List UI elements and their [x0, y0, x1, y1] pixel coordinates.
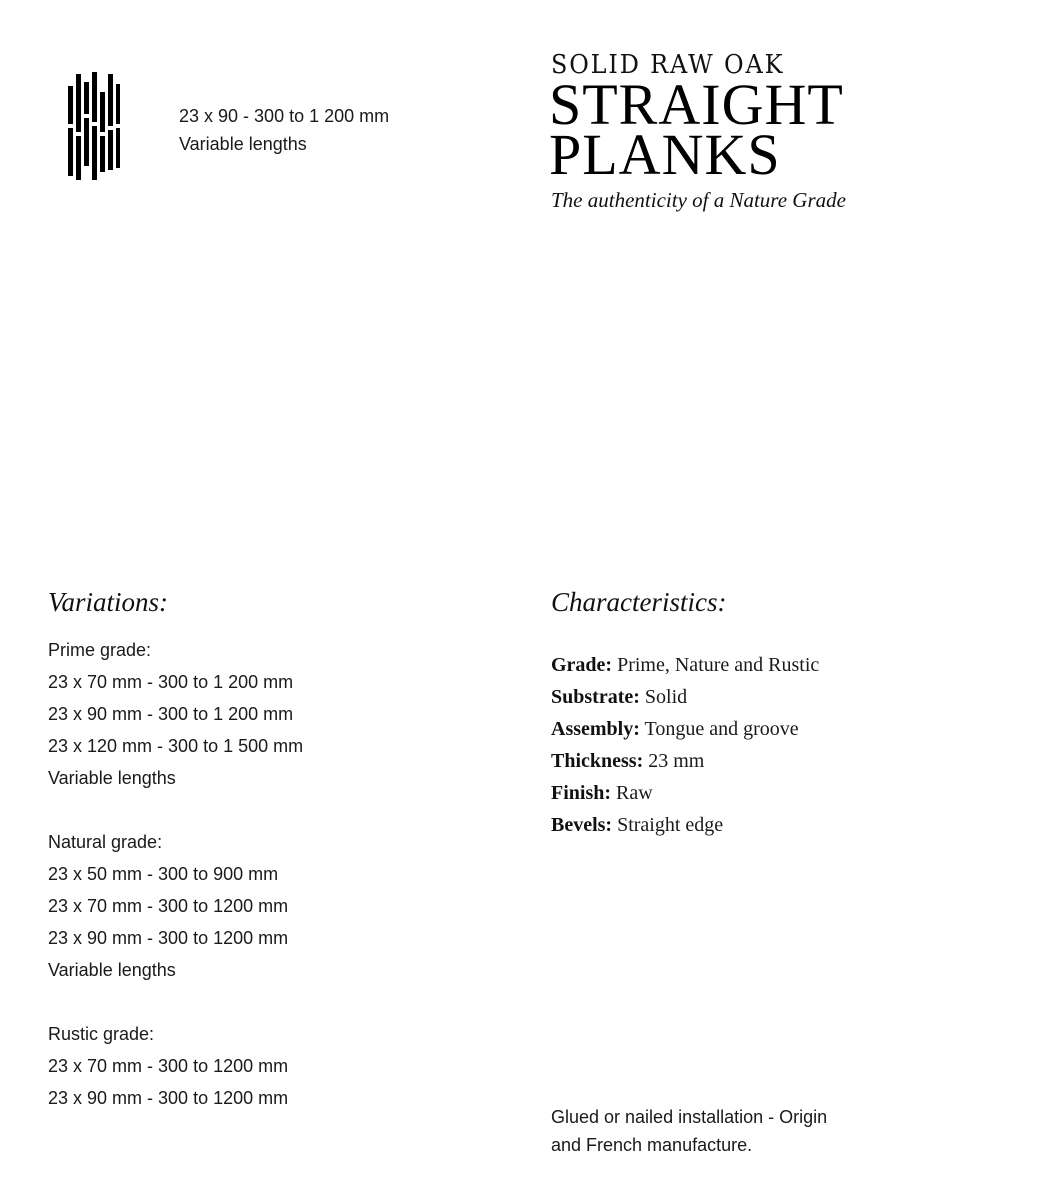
- grade-name: Prime grade:: [48, 640, 152, 660]
- grade-line: 23 x 90 mm - 300 to 1200 mm: [48, 1088, 289, 1108]
- characteristic-finish: [551, 777, 819, 809]
- characteristic-assembly: [551, 713, 819, 745]
- plank-lengths: Variable lengths: [179, 134, 307, 154]
- characteristic-label: Finish:: [551, 782, 612, 804]
- plank-dimensions: 23 x 90 - 300 to 1 200 mm: [179, 106, 390, 126]
- tagline: The authenticity of a Nature Grade: [551, 188, 846, 212]
- plank-spec: [179, 102, 389, 158]
- grade-line: 23 x 90 mm - 300 to 1200 mm: [48, 928, 289, 948]
- characteristic-thickness: [551, 745, 819, 777]
- grade-line: 23 x 120 mm - 300 to 1 500 mm: [48, 736, 304, 756]
- title-line-1: STRAIGHT: [549, 72, 844, 137]
- page-title: [549, 72, 844, 187]
- grade-line: 23 x 90 mm - 300 to 1 200 mm: [48, 704, 294, 724]
- characteristic-value: Straight edge: [617, 814, 724, 836]
- grade-group-rustic: [48, 1018, 303, 1114]
- characteristic-bevels: [551, 809, 819, 841]
- characteristic-value: Raw: [616, 782, 653, 804]
- product-category: SOLID RAW OAK: [551, 50, 785, 80]
- installation-note: Glued or nailed installation - Origin and French manufacture.: [551, 1107, 828, 1155]
- characteristic-grade: [551, 649, 819, 681]
- variations-heading: Variations:: [48, 587, 169, 617]
- grade-line: 23 x 50 mm - 300 to 900 mm: [48, 864, 279, 884]
- characteristic-value: Prime, Nature and Rustic: [617, 654, 820, 676]
- grade-name: Natural grade:: [48, 832, 163, 852]
- grade-line: 23 x 70 mm - 300 to 1200 mm: [48, 1056, 289, 1076]
- grade-line: Variable lengths: [48, 768, 176, 788]
- grade-group-natural: [48, 826, 303, 986]
- characteristic-label: Substrate:: [551, 686, 640, 708]
- characteristic-label: Bevels:: [551, 814, 613, 836]
- title-line-2: PLANKS: [549, 122, 781, 187]
- grade-line: 23 x 70 mm - 300 to 1200 mm: [48, 896, 289, 916]
- characteristic-value: Tongue and groove: [644, 718, 799, 740]
- characteristic-label: Thickness:: [551, 750, 644, 772]
- grade-line: Variable lengths: [48, 960, 176, 980]
- grade-group-prime: [48, 634, 303, 794]
- grade-name: Rustic grade:: [48, 1024, 155, 1044]
- variations-list: [48, 634, 303, 1146]
- characteristic-label: Assembly:: [551, 718, 640, 740]
- characteristic-value: 23 mm: [648, 750, 705, 772]
- grade-line: 23 x 70 mm - 300 to 1 200 mm: [48, 672, 294, 692]
- straight-planks-icon: [66, 70, 122, 182]
- characteristic-label: Grade:: [551, 654, 613, 676]
- characteristics-list: [551, 649, 819, 841]
- characteristics-heading: Characteristics:: [551, 587, 727, 617]
- characteristic-value: Solid: [644, 686, 688, 708]
- characteristic-substrate: [551, 681, 819, 713]
